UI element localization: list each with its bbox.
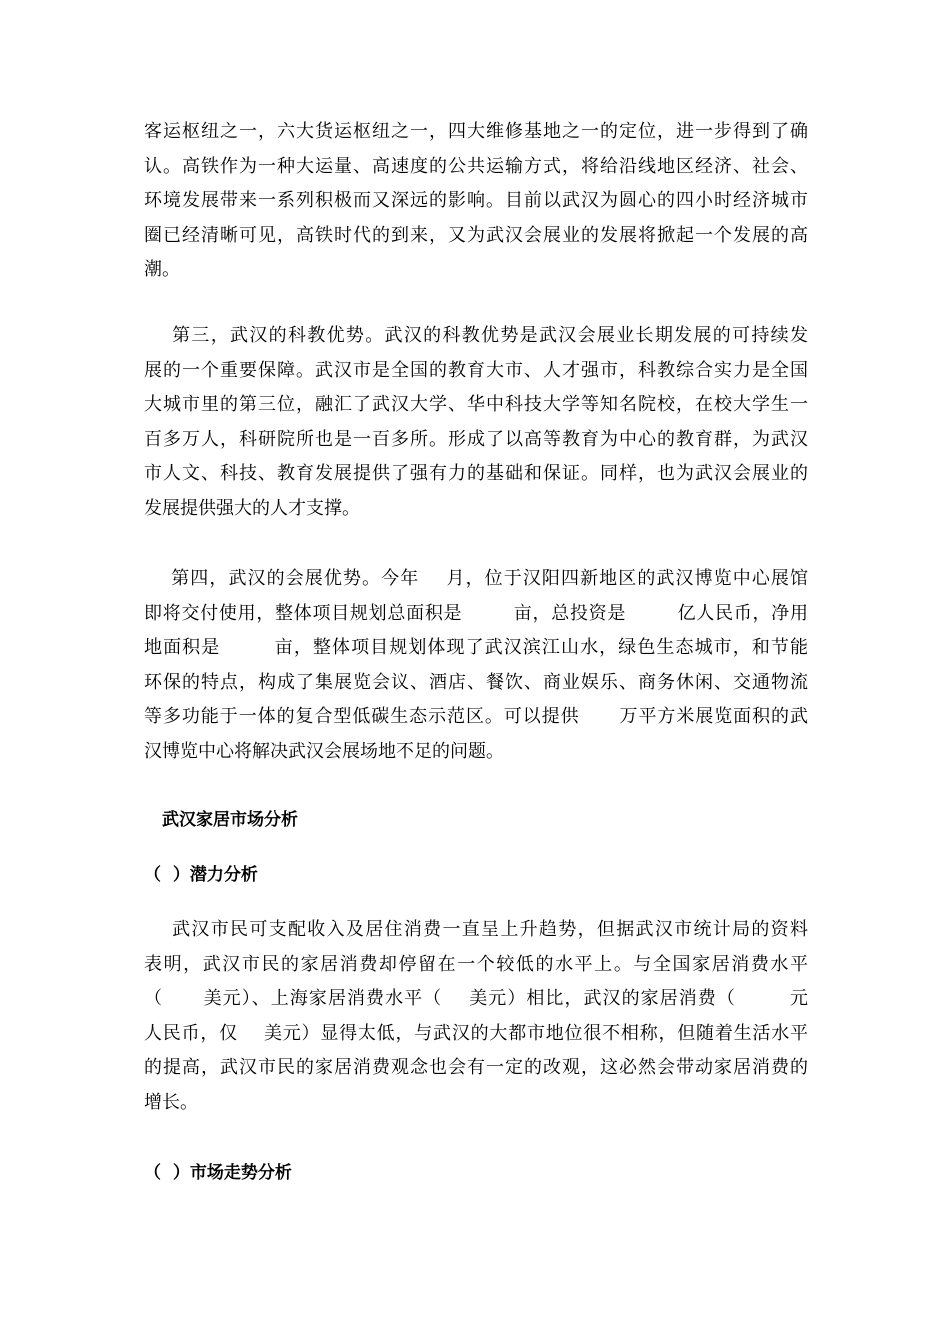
text-line: 发展提供强大的人才支撑。 [144,497,360,519]
text-line: 等多功能于一体的复合型低碳生态示范区。可以提供 万平方米展览面积的武 [144,706,808,727]
text-line: 汉博览中心将解决武汉会展场地不足的问题。 [144,740,504,762]
text-line: 客运枢纽之一，六大货运枢纽之一，四大维修基地之一的定位，进一步得到了确 [144,121,808,142]
text-line: 即将交付使用，整体项目规划总面积是 亩，总投资是 亿人民币，净用 [144,602,808,624]
text-line: 武汉市民可支配收入及居住消费一直呈上升趋势，但据武汉市统计局的资料 [144,919,808,940]
text-line: 第四，武汉的会展优势。今年 月，位于汉阳四新地区的武汉博览中心展馆 [144,568,808,589]
paragraph-exhibition-advantage [144,562,808,769]
paragraph-transport-hub [144,115,808,288]
paragraph-home-consumption [144,913,808,1120]
text-line: 第三，武汉的科教优势。武汉的科教优势是武汉会展业长期发展的可持续发 [144,325,808,346]
text-line: 环境发展带来一系列积极而又深远的影响。目前以武汉为圆心的四小时经济城市 [144,190,808,211]
text-line: 环保的特点，构成了集展览会议、酒店、餐饮、商业娱乐、商务休闲、交通物流 [144,671,808,693]
text-line: 表明，武汉市民的家居消费却停留在一个较低的水平上。与全国家居消费水平 [144,953,808,975]
section-heading: 武汉家居市场分析 [162,810,298,830]
text-line: 的提高，武汉市民的家居消费观念也会有一定的改观，这必然会带动家居消费的 [144,1057,808,1078]
text-line: 地面积是 亩，整体项目规划体现了武汉滨江山水，绿色生态城市，和节能 [144,637,808,658]
text-line: 百多万人，科研院所也是一百多所。形成了以高等教育为中心的教育群，为武汉 [144,428,808,450]
subsection-heading-potential: （ ）潜力分析 [144,865,258,885]
paragraph-science-education [144,319,808,526]
text-line: 市人文、科技、教育发展提供了强有力的基础和保证。同样，也为武汉会展业的 [144,463,808,484]
subsection-heading-market-trend: （ ）市场走势分析 [144,1163,292,1183]
text-line: 人民币，仅 美元）显得太低，与武汉的大都市地位很不相称，但随着生活水平 [144,1022,808,1044]
text-line: （ 美元）、上海家居消费水平（ 美元）相比，武汉的家居消费（ 元 [144,988,808,1009]
text-line: 潮。 [144,259,180,280]
text-line: 圈已经清晰可见，高铁时代的到来，又为武汉会展业的发展将掀起一个发展的高 [144,224,808,246]
text-line: 认。高铁作为一种大运量、高速度的公共运输方式，将给沿线地区经济、社会、 [144,155,808,177]
text-line: 大城市里的第三位，融汇了武汉大学、华中科技大学等知名院校，在校大学生一 [144,394,808,415]
text-line: 展的一个重要保障。武汉市是全国的教育大市、人才强市，科教综合实力是全国 [144,359,808,381]
text-line: 增长。 [144,1091,198,1113]
